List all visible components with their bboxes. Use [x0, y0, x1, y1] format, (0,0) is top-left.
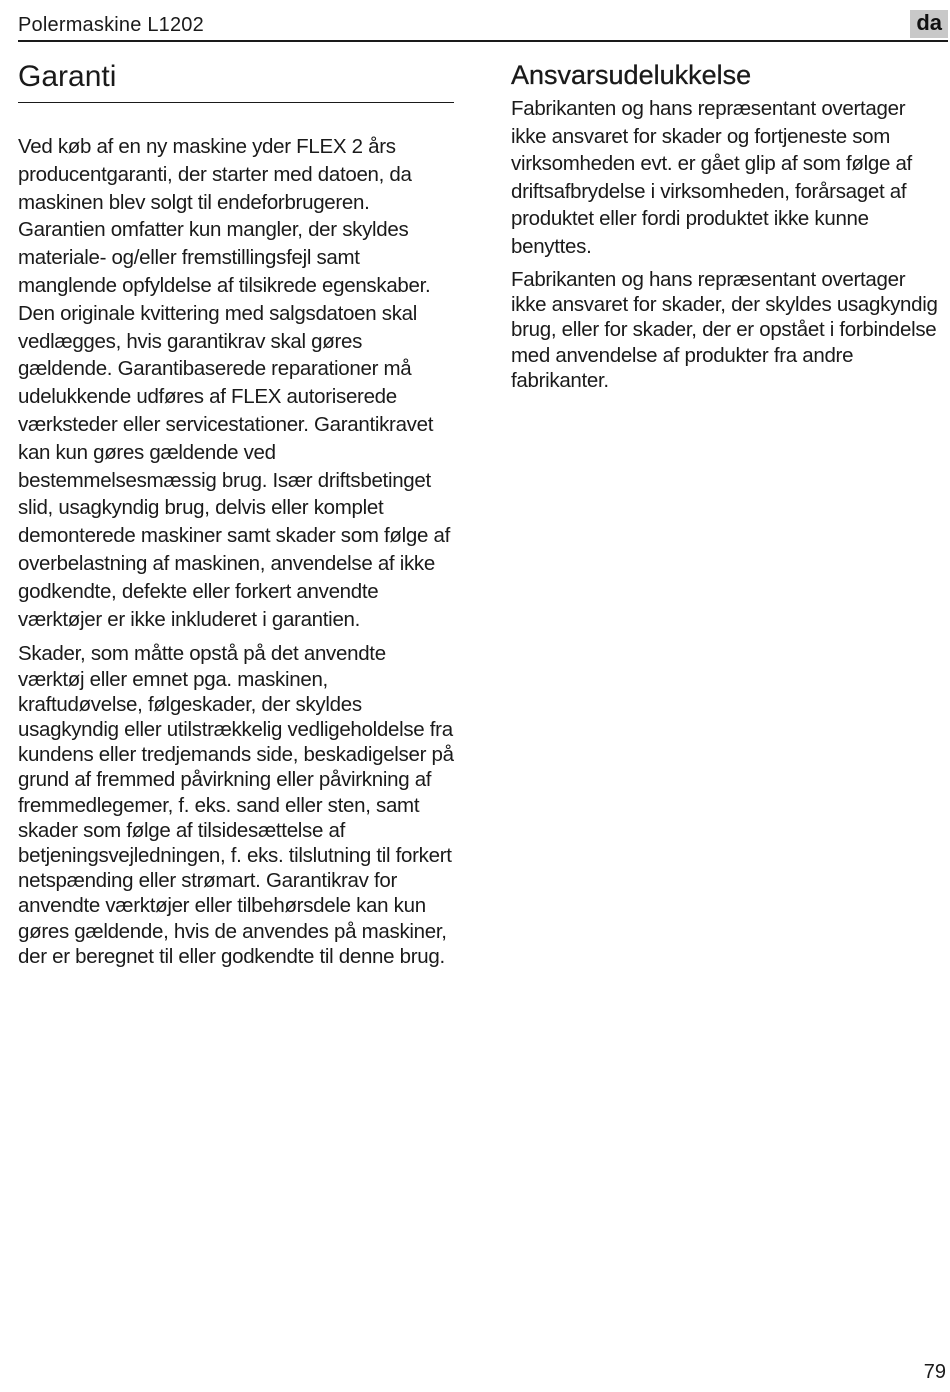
language-badge: da	[910, 10, 948, 38]
document-title: Polermaskine L1202	[18, 14, 204, 36]
warranty-heading: Garanti	[18, 58, 454, 103]
liability-section	[511, 58, 943, 394]
warranty-paragraph-2: Skader, som måtte opstå på det anvendte værktøj eller emnet pga. maskinen, kraftudøvelse, følgeskader, der skyldes usagkyndig eller utilstrækkelig vedligeholdelse fra kundens eller tredjemands side, beskadigelser på grund af fremmed påvirkning eller påvirkning af fremmedlegemer, f. eks. sand eller sten, samt skader som følge af tilsidesættelse af betjeningsvejledningen, f. eks. tilslutning til forkert netspænding eller strømart. Garantikrav for anvendte værktøjer eller tilbehørsdele kan kun gøres gældende, hvis de anvendes på maskiner, der er beregnet til eller godkendte til denne brug.	[18, 642, 454, 968]
liability-paragraph-1: Fabrikanten og hans repræsentant overtager ikke ansvaret for skader og fortjeneste som virksomheden evt. er gået glip af som følge af driftsafbrydelse i virksomheden, forårsaget af produktet eller fordi produktet ikke kunne benyttes.	[511, 97, 912, 258]
page-header	[18, 6, 948, 42]
liability-paragraph-2: Fabrikanten og hans repræsentant overtager ikke ansvaret for skader, der skyldes usagkyndig brug, eller for skader, der er opstået i forbindelse med anvendelse af produkter fra andre fabrikanter.	[511, 267, 938, 393]
warranty-paragraph-1: Ved køb af en ny maskine yder FLEX 2 års producentgaranti, der starter med datoen, da maskinen blev solgt til endeforbrugeren. Garantien omfatter kun mangler, der skyldes materiale- og/eller fremstillingsfejl samt manglende opfyldelse af tilsikrede egenskaber. Den originale kvittering med salgsdatoen skal vedlægges, hvis garantikrav skal gøres gældende. Garantibaserede reparationer må udelukkende udføres af FLEX autoriserede værksteder eller servicestationer. Garantikravet kan kun gøres gældende ved bestemmelsesmæssig brug. Især driftsbetinget slid, usagkyndig brug, delvis eller komplet demonterede maskiner samt skader som følge af overbelastning af maskinen, anvendelse af ikke godkendte, defekte eller forkert anvendte værktøjer er ikke inkluderet i garantien.	[18, 135, 450, 631]
page-number: 79	[923, 1361, 946, 1383]
warranty-section	[18, 58, 454, 969]
liability-heading: Ansvarsudelukkelse	[511, 60, 752, 90]
